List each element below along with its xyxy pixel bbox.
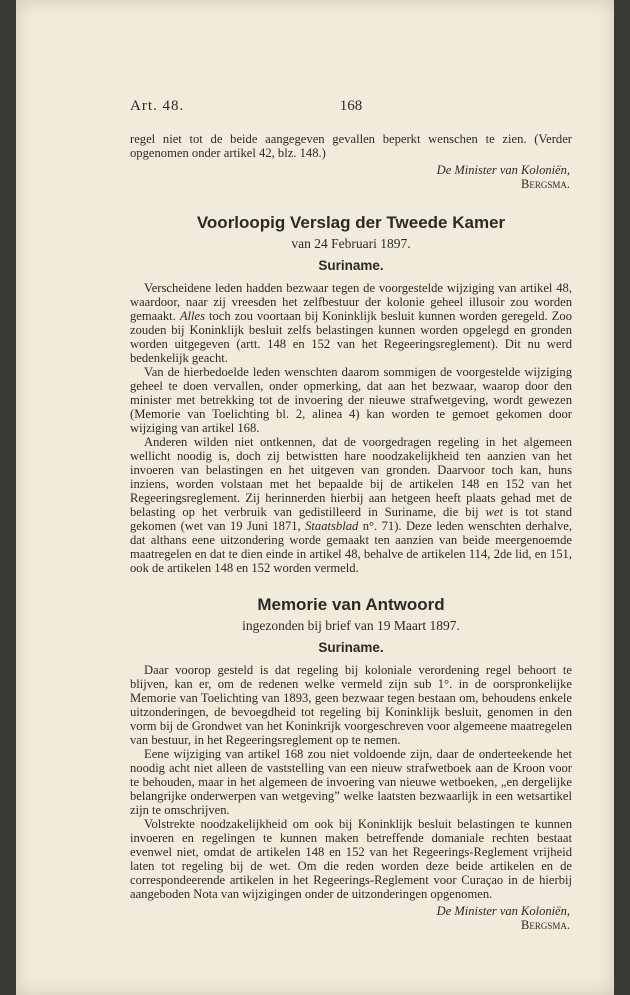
page-number: 168	[339, 98, 363, 114]
page-content	[130, 98, 572, 932]
signature-role: De Minister van Koloniën,	[436, 163, 570, 177]
voorloopig-date: van 24 Februari 1897.	[291, 236, 411, 251]
article-reference: Art. 48.	[130, 98, 185, 114]
voorloopig-paragraph: Van de hierbedoelde leden wenschten daarom sommigen de voorgestelde wijziging geheel te doen vervallen, onder opmerking, dat aan het bezwaar, waarop door den minister met betrekking tot de invoering der nieuwe strafwetgeving, wordt gewezen (Memorie van Toelichting bl. 2, alinea 4) kan worden te gemoet gekomen door wijziging van artikel 168.	[130, 365, 572, 435]
voorloopig-title: Voorloopig Verslag der Tweede Kamer	[196, 213, 506, 232]
voorloopig-paragraph: Anderen wilden niet ontkennen, dat de voorgedragen regeling in het algemeen wellicht noodig is, doch zij betwistten hare noodzakelijkheid ten aanzien van het invoeren van belastingen en het uitgeven van gronden. Daarvoor toch kan, huns inziens, worden volstaan met het bepaalde bij de artikelen 148 en 152 van het Regeeringsreglement. Zij herinnerden hierbij aan hetgeen heeft plaats gehad met de belasting op het verbruik van gedistilleerd in Suriname, die bij wet is tot stand gekomen (wet van 19 Juni 1871, Staatsblad n°. 71). Deze leden wenschten derhalve, dat althans eene uitzondering worde gemaakt ten aanzien van beide meergenoemde maatregelen en dat te dien einde in artikel 48, behalve de artikelen 114, 2de lid, en 151, ook de artikelen 148 en 152 worden vermeld.	[130, 435, 572, 575]
book-page	[16, 0, 614, 995]
memorie-paragraph: Volstrekte noodzakelijkheid om ook bij Koninklijk besluit belastingen te kunnen invoeren en regelingen te kunnen maken betreffende domaniale rechten bestaat evenwel niet, omdat de artikelen 148 en 152 van het Regeerings-Reglement vrijheid laten tot regeling bij de wet. Om die reden worden deze beide artikelen en de correspondeerende artikelen in het Regeerings-Reglement voor Curaçao in de hierbij aangeboden Nota van wijzigingen onder de uitzonderingen opgenomen.	[130, 817, 572, 901]
memorie-title: Memorie van Antwoord	[257, 595, 445, 614]
signature-name: Bergsma.	[521, 918, 570, 932]
memorie-date: ingezonden bij brief van 19 Maart 1897.	[242, 618, 460, 633]
running-header	[130, 98, 572, 118]
memorie-signature-block	[130, 904, 572, 932]
memorie-section-title: Suriname.	[318, 640, 384, 655]
signature-block	[130, 163, 572, 191]
continuation-text: regel niet tot de beide aangegeven gevallen beperkt wenschen te zien. (Verder opgenomen onder artikel 42, blz. 148.)	[130, 132, 572, 160]
memorie-paragraph: Eene wijziging van artikel 168 zou niet voldoende zijn, daar de onderteekende het noodig acht niet alleen de vaststelling van een nieuw strafwetboek aan de Kroon voor te behouden, maar in het algemeen de invoering van nieuwe wetboeken, „en dergelijke belangrijke onderwerpen van wetgeving” welke laatsten bezwaarlijk in een wetsartikel zijn te omschrijven.	[130, 747, 572, 817]
signature-role: De Minister van Koloniën,	[436, 904, 570, 918]
memorie-paragraph: Daar voorop gesteld is dat regeling bij koloniale verordening regel behoort te blijven, kan er, om de redenen welke vermeld zijn sub 1°. in de oorspronkelijke Memorie van Toelichting van 1893, geen bezwaar tegen bestaan om, behoudens enkele uitzonderingen, de bevoegdheid tot regeling bij Koninklijk besluit, genomen in den vorm bij de Grondwet van het Koninkrijk voorgeschreven voor algemeene maatregelen van bestuur, in het Regeeringsreglement op te nemen.	[130, 663, 572, 747]
signature-name: Bergsma.	[521, 177, 570, 191]
voorloopig-paragraph: Verscheidene leden hadden bezwaar tegen de voorgestelde wijziging van artikel 48, waardoor, naar zij vreesden het zelfbestuur der kolonie geheel illusoir zou worden gemaakt. Alles toch zou voortaan bij Koninklijk besluit kunnen worden geregeld. Zoo zouden bij Koninklijk besluit zelfs belastingen kunnen worden opgelegd en gronden worden uitgegeven (artt. 148 en 152 van het Regeeringsreglement). Dit nu werd bedenkelijk geacht.	[130, 281, 572, 365]
voorloopig-section-title: Suriname.	[318, 258, 384, 273]
